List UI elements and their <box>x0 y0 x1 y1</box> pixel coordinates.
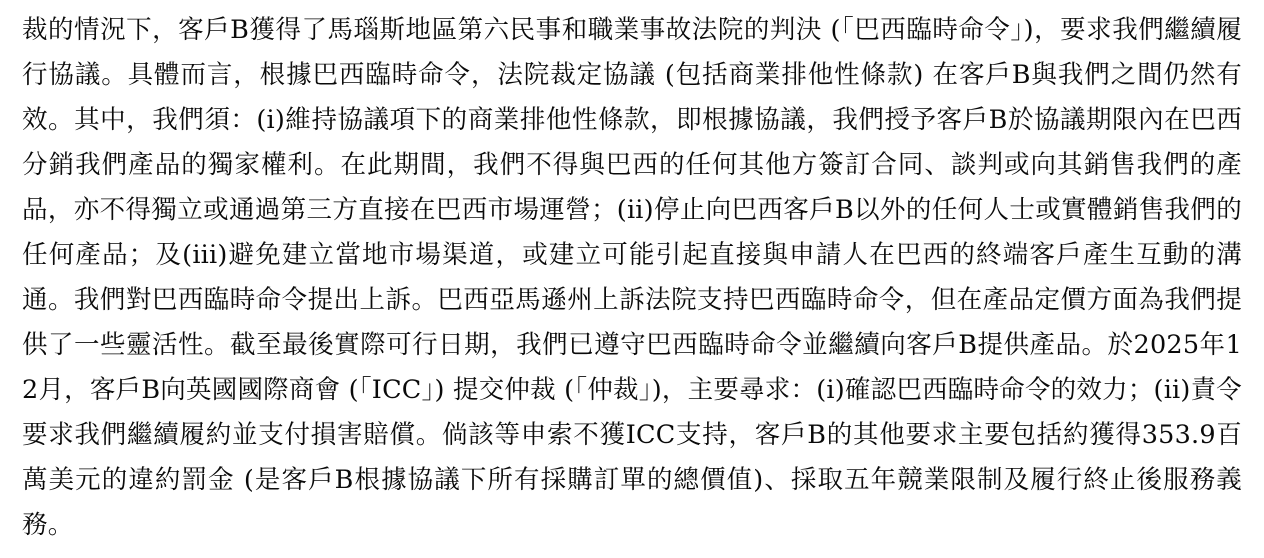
document-body <box>22 8 1242 548</box>
body-paragraph: 裁的情況下，客戶B獲得了馬瑙斯地區第六民事和職業事故法院的判決 (「巴西臨時命令」)，要求我們繼續履行協議。具體而言，根據巴西臨時命令，法院裁定協議 (包括商業排他性條款) 在客戶B與我們之間仍然有效。其中，我們須：(i)維持協議項下的商業排他性條款，即根據協議，我們授予客戶B於協議期限內在巴西分銷我們產品的獨家權利。在此期間，我們不得與巴西的任何其他方簽訂合同、談判或向其銷售我們的產品，亦不得獨立或通過第三方直接在巴西市場運營；(ii)停止向巴西客戶B以外的任何人士或實體銷售我們的任何產品；及(iii)避免建立當地市場渠道，或建立可能引起直接與申請人在巴西的終端客戶產生互動的溝通。我們對巴西臨時命令提出上訴。巴西亞馬遜州上訴法院支持巴西臨時命令，但在產品定價方面為我們提供了一些靈活性。截至最後實際可行日期，我們已遵守巴西臨時命令並繼續向客戶B提供產品。於2025年12月，客戶B向英國國際商會 (「ICC」) 提交仲裁 (「仲裁」)，主要尋求：(i)確認巴西臨時命令的效力；(ii)責令要求我們繼續履約並支付損害賠償。倘該等申索不獲ICC支持，客戶B的其他要求主要包括約獲得353.9百萬美元的違約罰金 (是客戶B根據協議下所有採購訂單的總價值)、採取五年競業限制及履行終止後服務義務。 <box>22 15 1242 540</box>
